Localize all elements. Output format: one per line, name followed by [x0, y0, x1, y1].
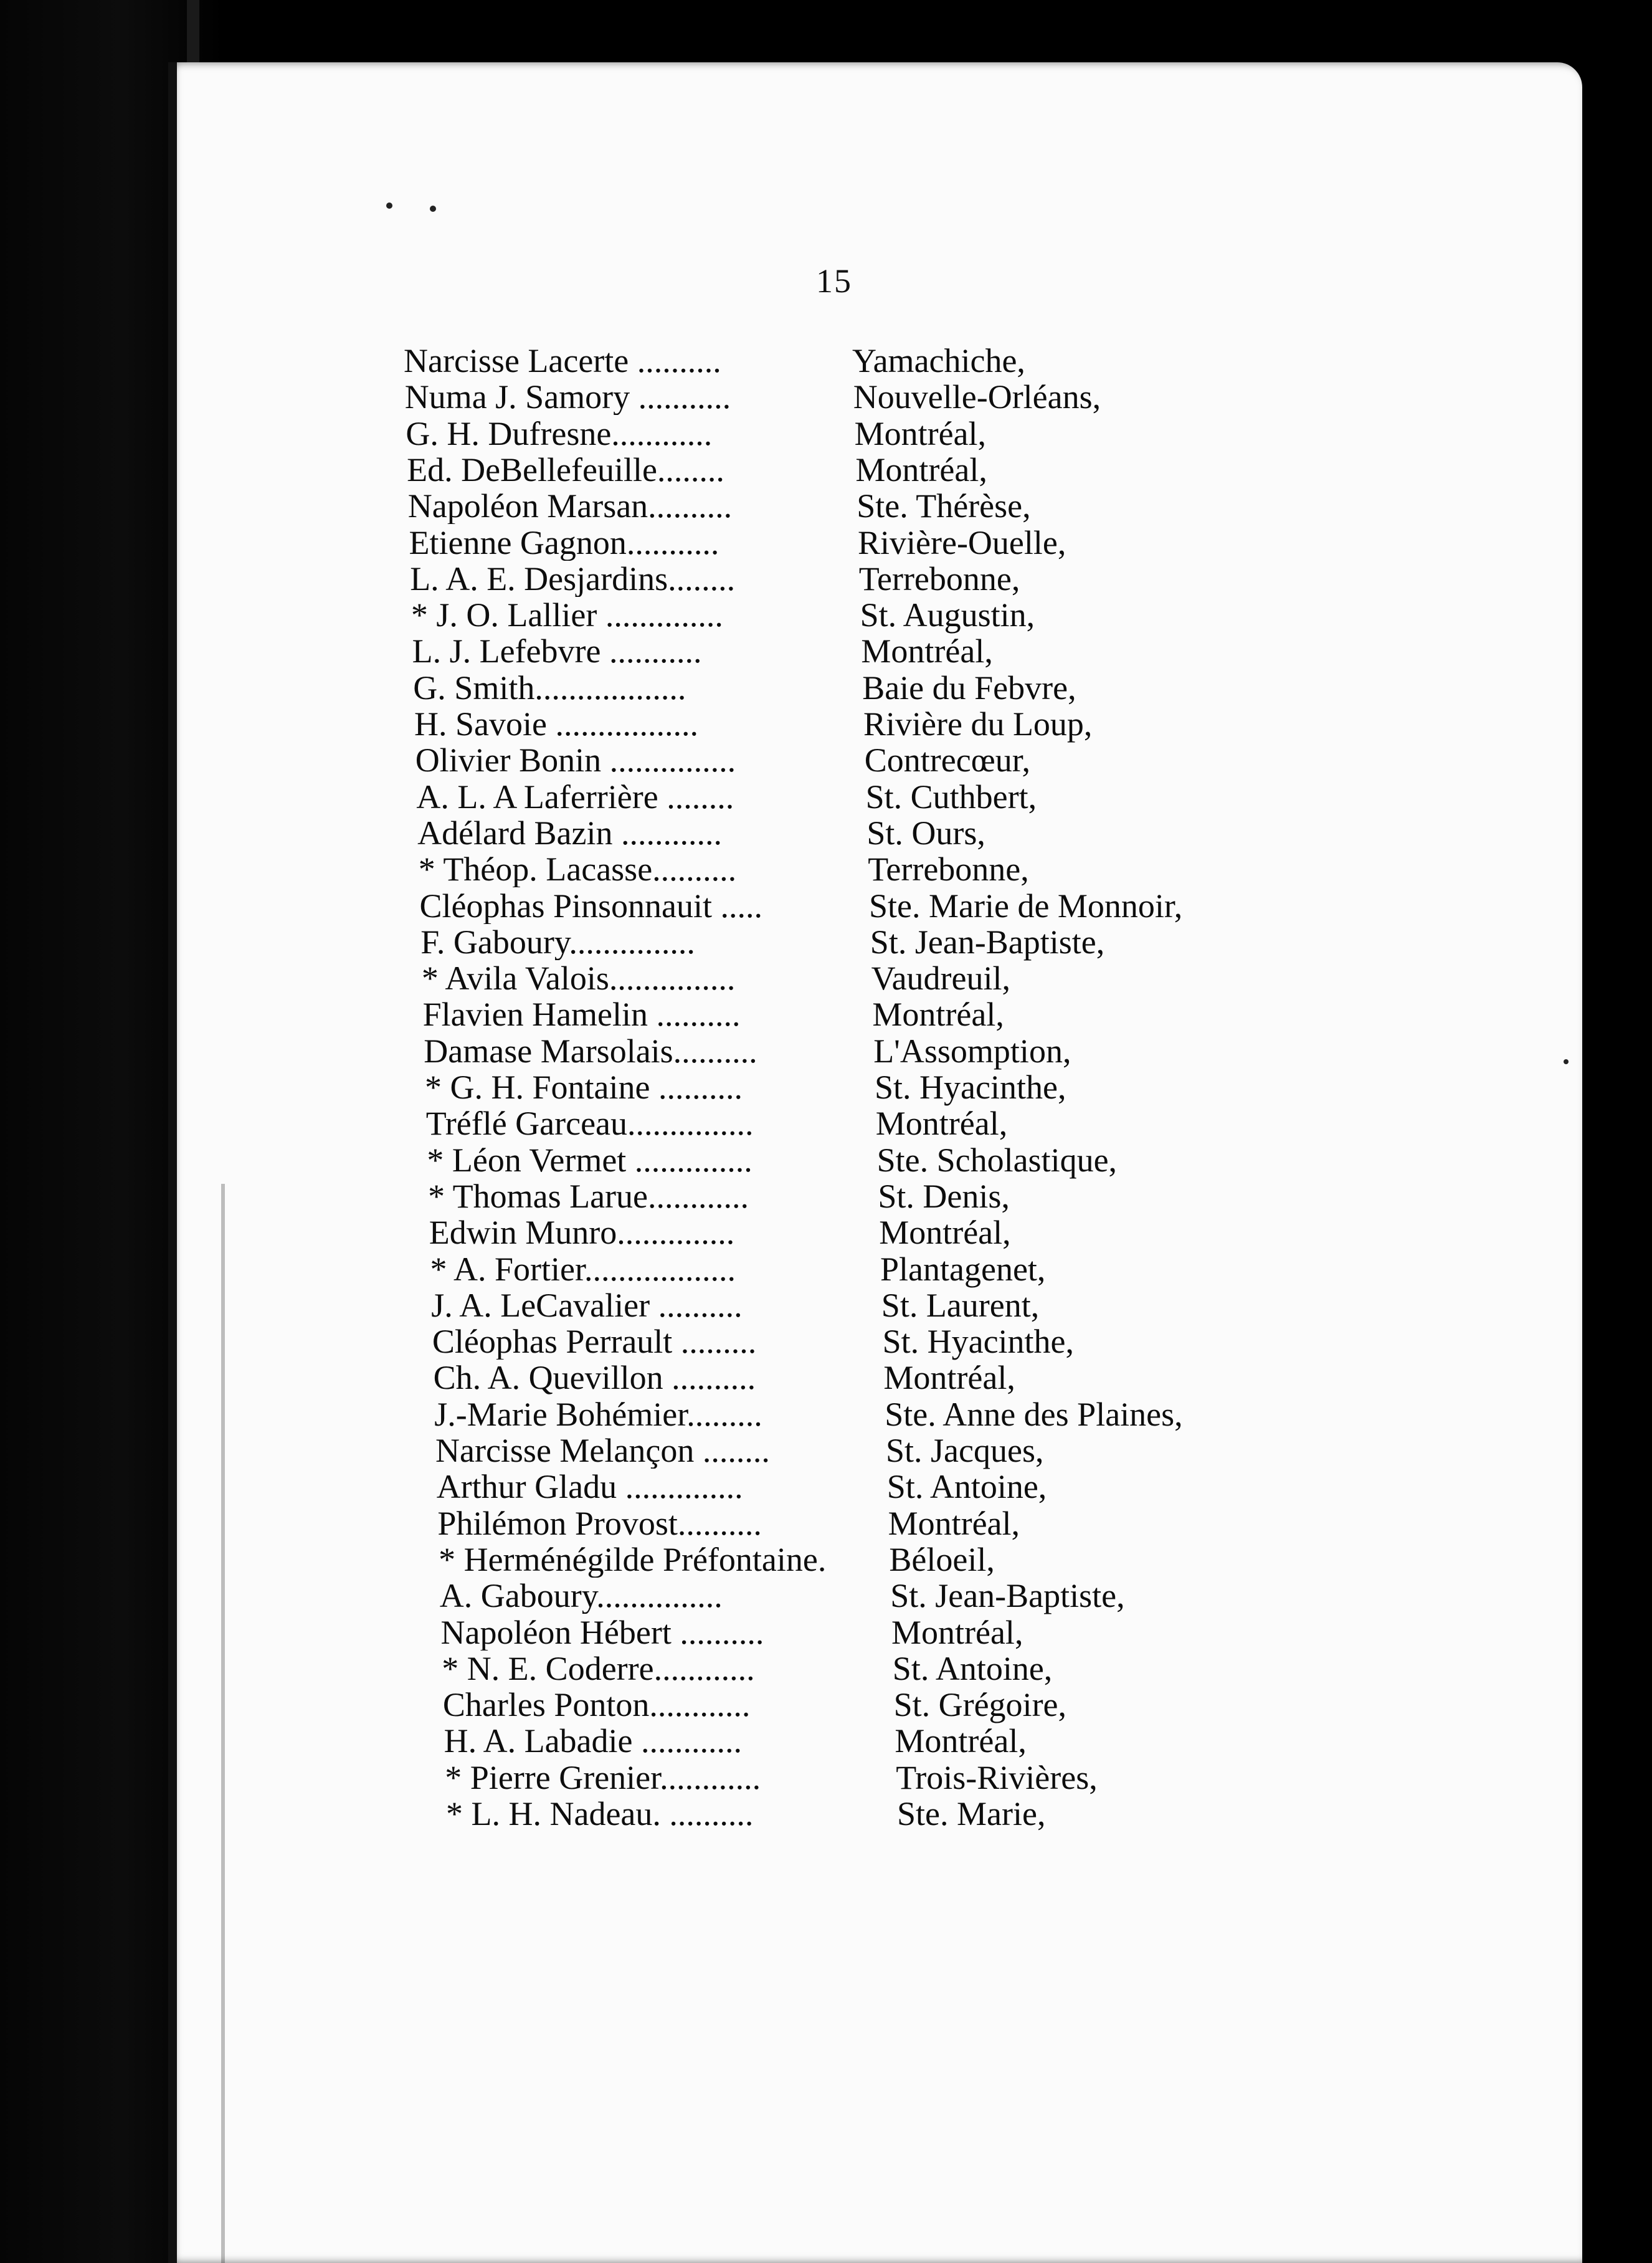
entry-name: * J. O. Lallier .............. [411, 597, 723, 634]
list-item [411, 597, 1035, 633]
entry-name: L. J. Lefebvre ........... [412, 633, 702, 670]
entry-name: * Herménégilde Préfontaine. [439, 1541, 827, 1578]
list-item [443, 1687, 1066, 1723]
entry-name: * Théop. Lacasse.......... [418, 851, 737, 888]
entry-name: Olivier Bonin ............... [415, 742, 736, 779]
entry-place: St. Antoine, [892, 1649, 1053, 1687]
entry-place: Terrebonne, [858, 560, 1020, 598]
entry-place: Ste. Anne des Plaines, [885, 1395, 1183, 1433]
entry-place: Ste. Thérèse, [857, 487, 1031, 525]
list-item [429, 1214, 1011, 1251]
entry-name: Damase Marsolais.......... [424, 1032, 757, 1069]
entry-place: Ste. Marie, [897, 1795, 1046, 1832]
entry-name: H. A. Labadie ............ [444, 1723, 742, 1760]
entry-place: St. Hyacinthe, [875, 1069, 1066, 1106]
entry-place: St. Denis, [878, 1177, 1010, 1215]
entry-name: H. Savoie ................. [414, 706, 698, 742]
list-item [434, 1396, 1182, 1432]
entry-name: L. A. E. Desjardins........ [410, 560, 736, 597]
entry-name: * Pierre Grenier............ [445, 1759, 761, 1796]
list-item [422, 960, 1010, 996]
entry-name: Flavien Hamelin .......... [422, 996, 741, 1033]
entry-name: Adélard Bazin ............ [417, 814, 722, 851]
entry-place: St. Ours, [866, 814, 985, 852]
list-item [430, 1251, 1046, 1287]
entry-place: Montréal, [888, 1504, 1020, 1542]
entry-place: St. Cuthbert, [865, 778, 1037, 816]
list-item [425, 1069, 1066, 1105]
list-item [441, 1614, 1023, 1651]
list-item [428, 1178, 1010, 1214]
entry-name: Ch. A. Quevillon .......... [433, 1360, 756, 1396]
list-item [440, 1578, 1125, 1614]
entry-place: L'Assomption, [873, 1032, 1071, 1070]
entry-name: Tréflé Garceau............... [425, 1105, 754, 1142]
entry-place: Rivière-Ouelle, [858, 523, 1066, 561]
entry-name: * Thomas Larue............ [428, 1178, 749, 1214]
list-item [413, 670, 1076, 706]
entry-place: Terrebonne, [868, 850, 1029, 889]
entry-place: Montréal, [875, 1105, 1008, 1143]
entry-place: Montréal, [883, 1359, 1015, 1397]
entry-name: Charles Ponton............ [442, 1687, 751, 1723]
list-item [431, 1287, 1039, 1323]
list-item [434, 1360, 1015, 1396]
entry-name: Arthur Gladu .............. [436, 1469, 743, 1505]
list-item [446, 1796, 1045, 1832]
entry-name: Etienne Gagnon........... [409, 524, 719, 561]
list-item [406, 416, 986, 452]
entry-name: * Léon Vermet .............. [427, 1141, 752, 1178]
list-item [420, 888, 1183, 924]
list-item [404, 343, 1025, 379]
list-item [444, 1723, 1027, 1759]
entry-place: St. Laurent, [881, 1286, 1040, 1324]
entry-name: Philémon Provost.......... [437, 1505, 762, 1541]
entry-name: * L. H. Nadeau. .......... [446, 1796, 754, 1832]
list-item [419, 851, 1029, 887]
scan-speck [430, 206, 436, 212]
entry-name: * G. H. Fontaine .......... [425, 1069, 743, 1105]
entry-name: J. A. LeCavalier .......... [431, 1287, 743, 1323]
entry-place: Ste. Scholastique, [876, 1141, 1118, 1179]
list-item [420, 924, 1104, 960]
entry-name: Narcisse Lacerte .......... [404, 343, 721, 379]
entry-place: St. Jean-Baptiste, [890, 1577, 1125, 1615]
entry-place: Contrecœur, [864, 741, 1031, 779]
entry-name: * Avila Valois............... [421, 960, 736, 997]
entry-place: Montréal, [895, 1722, 1027, 1760]
list-item [445, 1760, 1097, 1796]
list-item [442, 1651, 1052, 1687]
list-item [409, 525, 1066, 561]
list-item [410, 561, 1020, 597]
list-item [405, 379, 1101, 415]
entry-name: Narcisse Melançon ........ [435, 1432, 770, 1469]
entry-name: Cléophas Perrault ......... [432, 1323, 757, 1360]
entry-place: St. Antoine, [886, 1468, 1047, 1506]
entry-place: Trois-Rivières, [896, 1758, 1098, 1796]
list-item [435, 1432, 1043, 1469]
entry-place: Montréal, [855, 450, 987, 488]
entry-place: St. Hyacinthe, [882, 1323, 1075, 1361]
entry-name: Numa J. Samory ........... [404, 379, 731, 416]
entry-place: Nouvelle-Orléans, [853, 378, 1101, 416]
entry-name: Napoléon Marsan.......... [407, 488, 733, 525]
list-item [437, 1469, 1047, 1505]
entry-name: A. Gaboury............... [439, 1578, 723, 1614]
scan-speck [1564, 1059, 1569, 1064]
entry-place: St. Grégoire, [893, 1686, 1067, 1724]
entry-place: Vaudreuil, [871, 960, 1011, 998]
list-item [439, 1541, 995, 1578]
list-item [424, 1033, 1071, 1069]
entry-place: Plantagenet, [880, 1250, 1046, 1288]
list-item [423, 996, 1004, 1032]
entry-place: Montréal, [872, 996, 1004, 1034]
entry-place: Montréal, [854, 414, 987, 452]
entry-name: G. H. Dufresne............ [406, 415, 713, 452]
list-item [426, 1105, 1008, 1141]
entry-name: G. Smith.................. [413, 669, 686, 706]
entry-name: Napoléon Hébert .......... [440, 1614, 764, 1651]
entry-place: Montréal, [861, 632, 993, 670]
entry-name: J.-Marie Bohémier......... [434, 1396, 762, 1432]
entry-place: Yamachiche, [852, 342, 1025, 379]
scan-speck [386, 202, 392, 209]
entry-name: * A. Fortier.................. [430, 1251, 736, 1287]
list-item [417, 815, 985, 851]
page-number: 15 [816, 262, 852, 300]
list-item [432, 1323, 1074, 1360]
list-item [427, 1142, 1117, 1178]
entry-place: St. Jean-Baptiste, [870, 923, 1105, 961]
entry-place: Ste. Marie de Monnoir, [869, 887, 1183, 925]
entry-name: * N. E. Coderre............ [442, 1650, 755, 1687]
list-item [437, 1505, 1020, 1541]
entry-name: Cléophas Pinsonnauit ..... [419, 887, 762, 924]
entry-name: Ed. DeBellefeuille........ [407, 451, 724, 488]
entry-place: Béloeil, [889, 1540, 995, 1578]
entry-place: Baie du Febvre, [862, 669, 1076, 707]
list-item [412, 633, 993, 669]
entry-place: St. Augustin, [860, 596, 1035, 634]
entry-place: Rivière du Loup, [863, 705, 1093, 743]
list-item [414, 706, 1092, 742]
list-item [415, 742, 1030, 778]
entry-place: Montréal, [891, 1613, 1023, 1651]
list-item [408, 488, 1031, 524]
entry-name: Edwin Munro.............. [429, 1214, 735, 1251]
list-item [416, 779, 1037, 815]
entry-name: A. L. A Laferrière ........ [416, 778, 734, 815]
list-item [407, 452, 987, 488]
entry-place: St. Jacques, [886, 1432, 1044, 1469]
entry-name: F. Gaboury............... [420, 923, 695, 960]
entry-place: Montréal, [879, 1214, 1011, 1252]
